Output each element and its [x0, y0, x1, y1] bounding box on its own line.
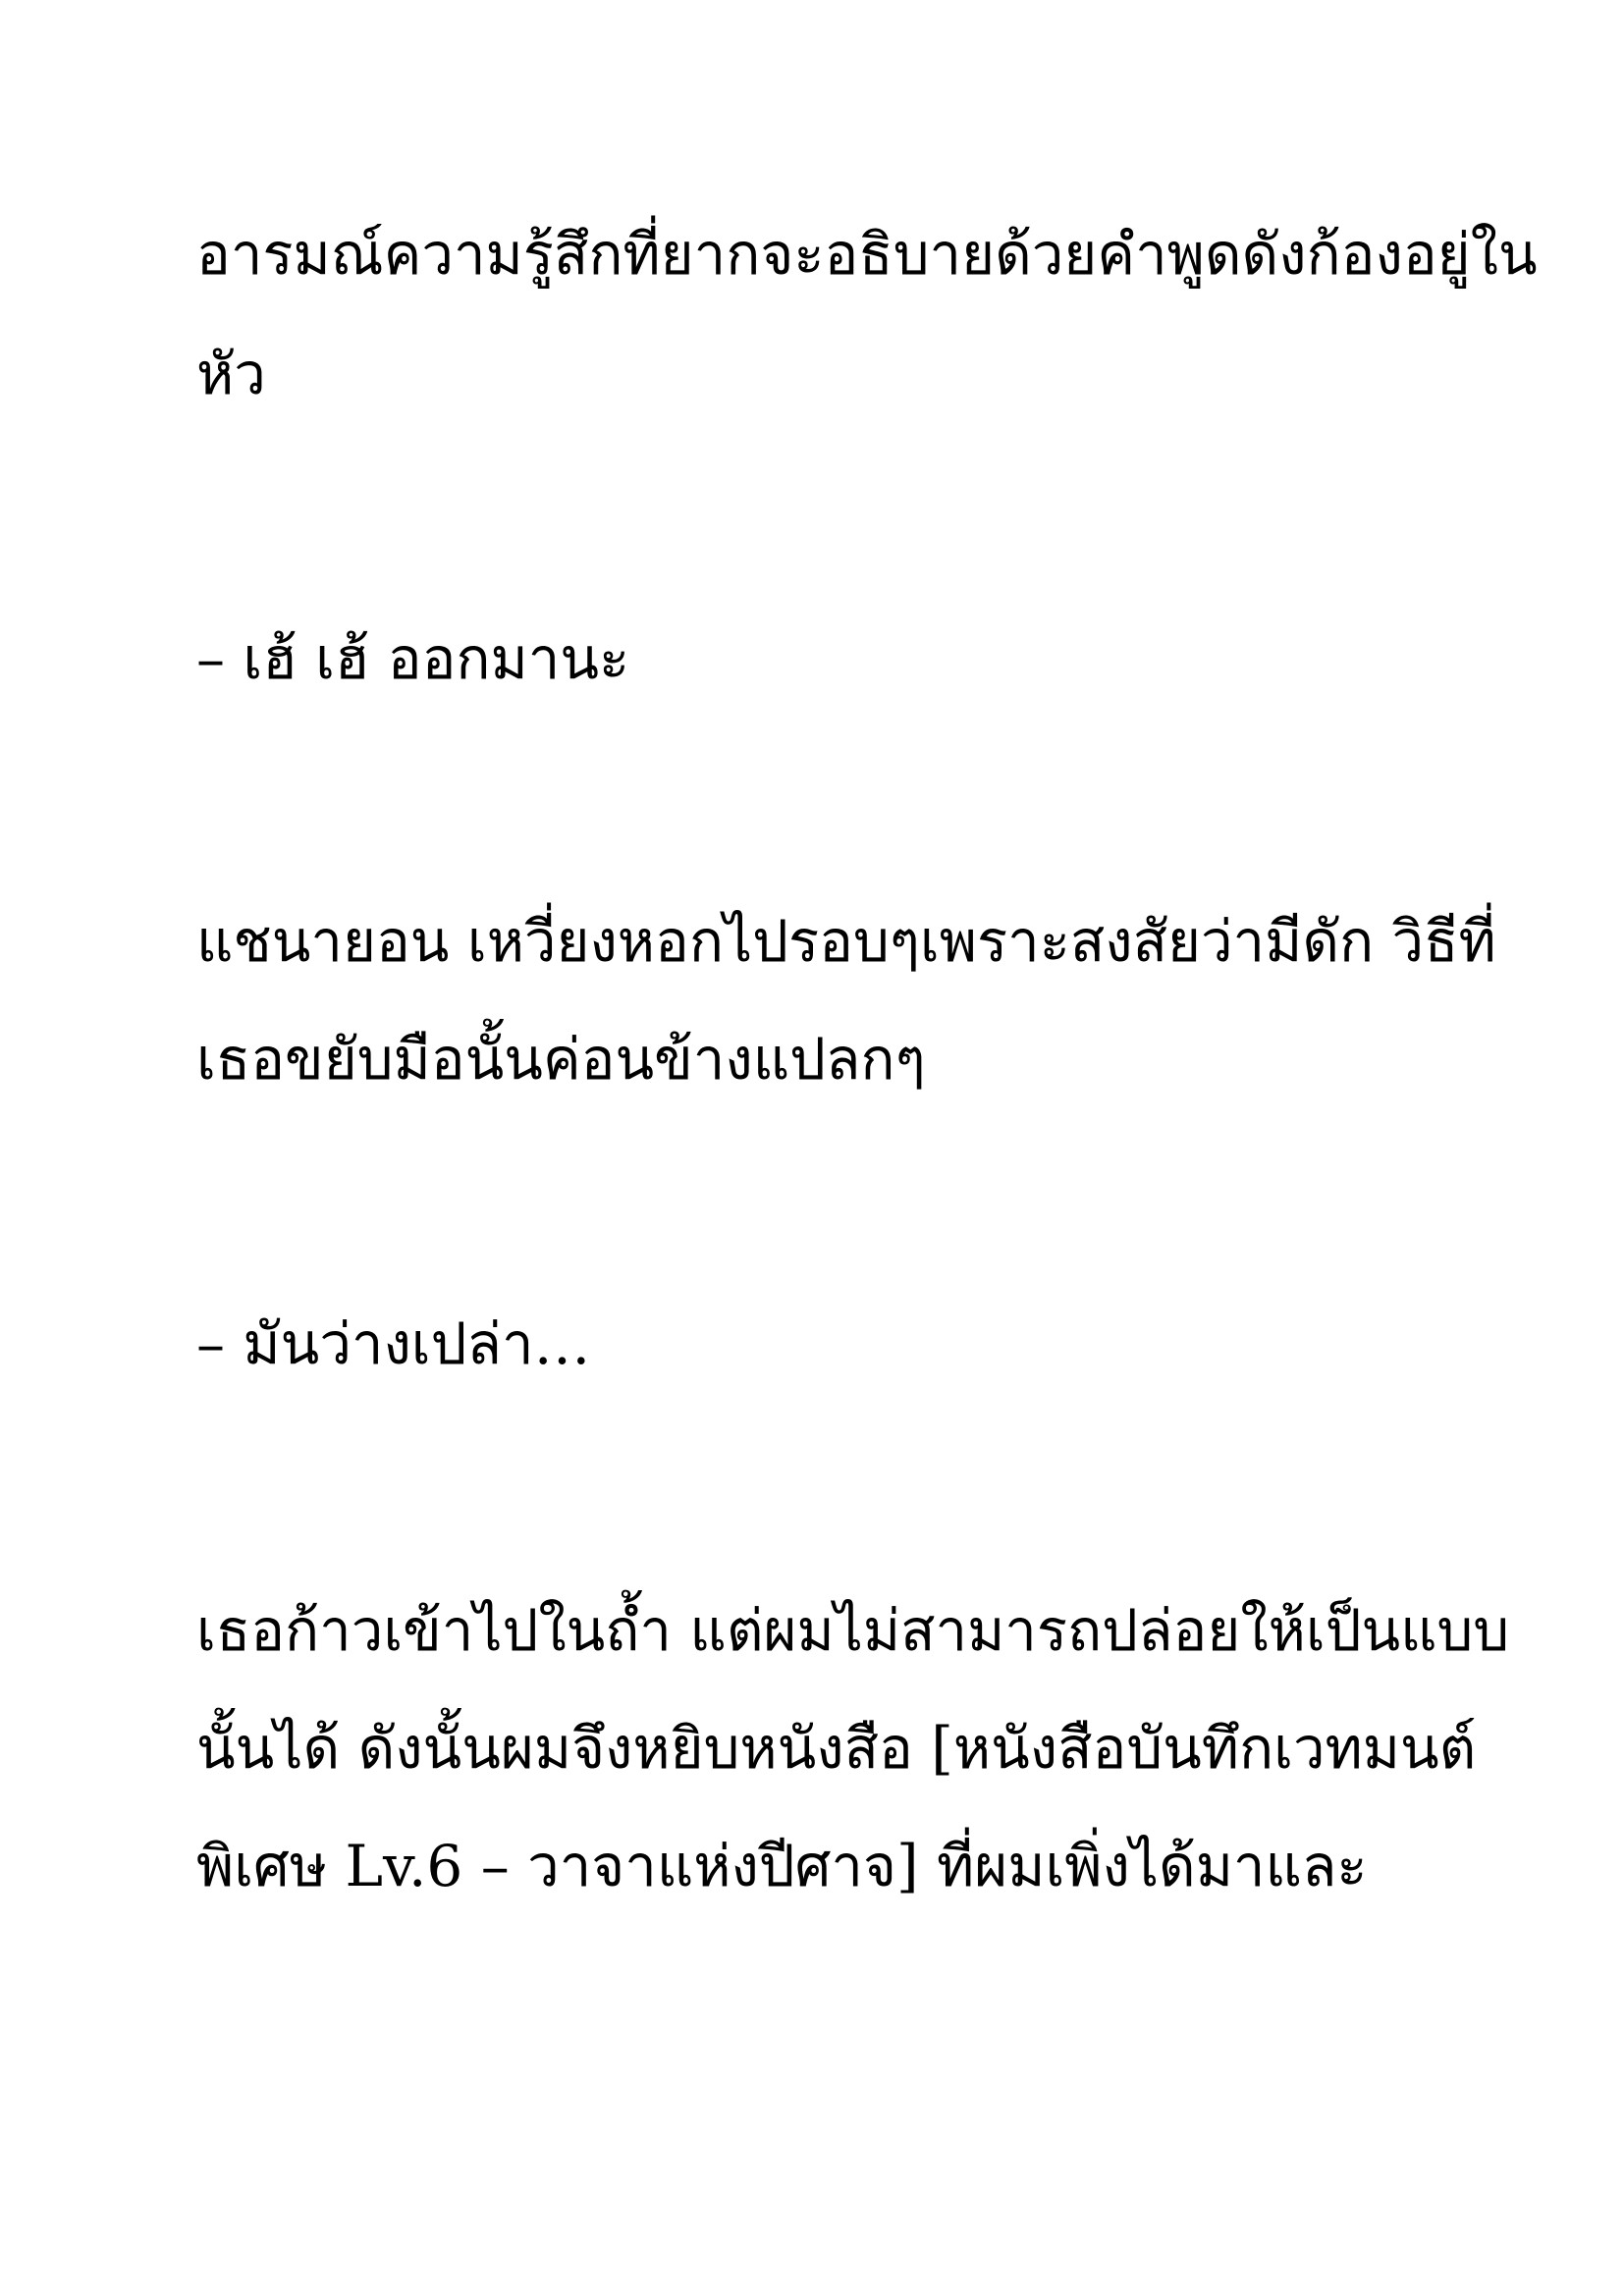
text-line: พิเศษ Lv.6 – วาจาแห่งปีศาจ] ที่ผมเพิ่งได้มาและ	[196, 1833, 1368, 1899]
dialogue-line: – มันว่างเปล่า…	[196, 1310, 591, 1377]
text-line: เธอก้าวเข้าไปในถ้ำ แต่ผมไม่สามารถปล่อยให้เป็นแบบ	[196, 1597, 1510, 1664]
text-line: แชนายอน เหวี่ยงหอกไปรอบๆเพราะสงสัยว่ามีดัก วิธีที่	[196, 908, 1496, 975]
text-line: นั้นได้ ดังนั้นผมจึงหยิบหนังสือ [หนังสือบันทึกเวทมนต์	[196, 1715, 1477, 1782]
text-line: อารมณ์ความรู้สึกที่ยากจะอธิบายด้วยคำพูดดังก้องอยู่ใน	[196, 221, 1538, 288]
dialogue-line: – เฮ้ เฮ้ ออกมานะ	[196, 625, 630, 692]
text-line: หัว	[196, 341, 266, 407]
text-line: เธอขยับมือนั้นค่อนข้างแปลกๆ	[196, 1026, 926, 1093]
